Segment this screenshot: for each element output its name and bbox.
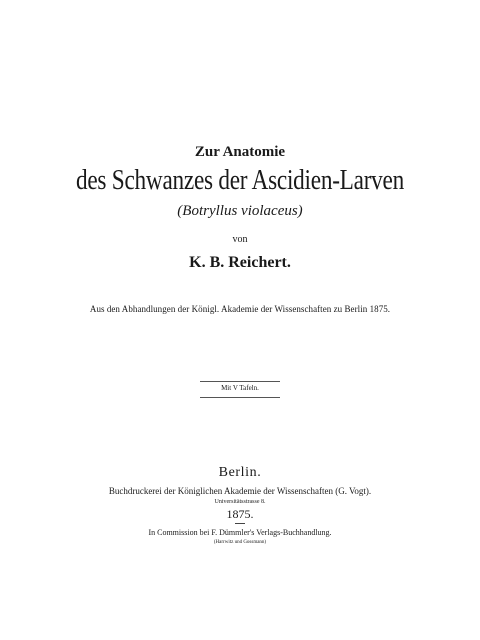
plates-rule-top [200, 381, 280, 382]
source-note: Aus den Abhandlungen der Königl. Akademie der Wissenschaften zu Berlin 1875. [89, 304, 391, 314]
by-line: von [232, 234, 248, 245]
imprint-street: Universitätsstrasse 8. [214, 499, 266, 505]
title-line-1: Zur Anatomie [194, 144, 286, 160]
imprint-year: 1875. [226, 507, 254, 521]
author-name: K. B. Reichert. [189, 254, 291, 271]
plates-box [200, 381, 280, 397]
commission-note: In Commission bei F. Dümmler's Verlags-Buchhandlung. [148, 528, 332, 537]
imprint-printer: Buchdruckerei der Königlichen Akademie der Wissenschaften (G. Vogt). [108, 486, 372, 496]
publisher-note: (Harrwitz und Gossmann) [213, 540, 267, 545]
main-title: des Schwanzes der Ascidien-Larven [75, 165, 404, 196]
plates-note: Mit V Tafeln. [221, 384, 259, 392]
imprint-divider [235, 523, 245, 524]
imprint-city: Berlin. [218, 465, 262, 480]
subtitle: (Botryllus violaceus) [177, 203, 303, 219]
plates-rule-bottom [200, 397, 280, 398]
